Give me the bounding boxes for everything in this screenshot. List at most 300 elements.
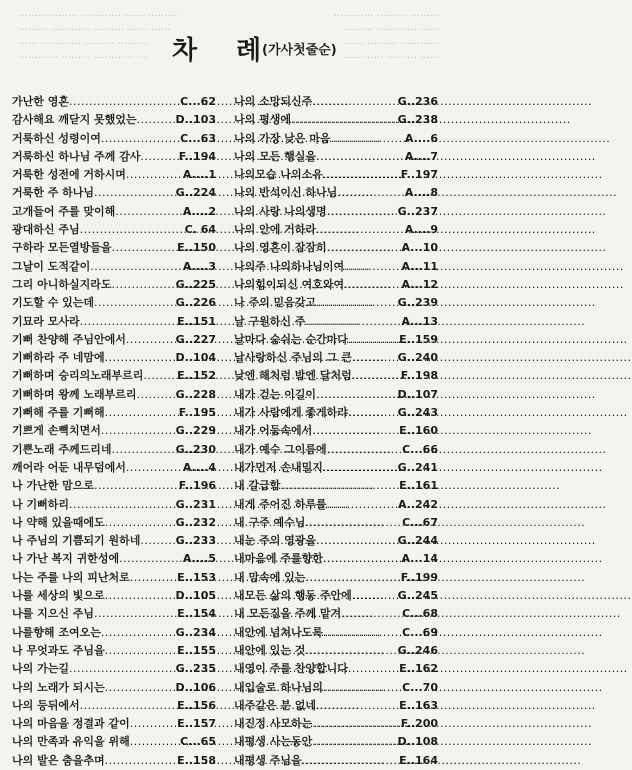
index-entry [12,569,216,587]
dot-leader [348,331,399,349]
entry-page-ref: E..157 [177,717,216,731]
entry-page-ref: E..155 [177,643,216,657]
dot-leader [327,239,402,257]
dot-leader [312,733,397,751]
dot-leader [130,733,180,751]
dot-leader [130,569,177,587]
entry-title: 깨어라 어둔 내무덤에서 [12,460,126,474]
entry-title: 내영이 주를 찬양합니다 [234,662,348,676]
index-entry [12,679,216,697]
entry-title: 기쁘게 손뼉치면서 [12,424,101,438]
entry-page-ref: E..163 [399,698,438,712]
entry-page-ref: A....3 [182,259,216,273]
entry-page-ref: F..197 [400,168,438,182]
entry-title: 나 주님의 기쁨되기 원하네 [12,534,141,548]
dot-leader [126,331,176,349]
dot-leader [352,349,398,367]
entry-page-ref: G..226 [175,296,216,310]
index-entry [12,148,216,166]
index-entry [234,733,438,751]
index-entry [12,550,216,568]
entry-title: 나 무엇과도 주님을 [12,643,105,657]
index-entry [12,349,216,367]
entry-page-ref: A...14 [401,552,438,566]
dot-leader [126,166,183,184]
entry-page-ref: E..156 [177,698,216,712]
entry-page-ref: G..243 [397,406,438,420]
entry-page-ref: G..244 [397,534,438,548]
index-entry [234,93,438,111]
index-entry [12,477,216,495]
entry-title: 거룩하신 하나님 주께 감사 [12,149,141,163]
index-entry [234,404,438,422]
entry-page-ref: A....6 [404,131,438,145]
entry-page-ref: F..198 [400,369,438,383]
dot-leader [69,93,180,111]
index-entry [234,514,438,532]
index-entry [12,258,216,276]
index-entry [12,532,216,550]
entry-page-ref: A....9 [404,223,438,237]
entry-page-ref: G..236 [397,95,438,108]
dot-leader [111,239,177,257]
index-entry [12,459,216,477]
entry-page-ref: E..162 [399,662,438,676]
entry-page-ref: G..225 [175,277,216,291]
dot-leader [344,276,401,294]
dot-leader [344,258,401,276]
title-subtitle: (가사첫줄순) [262,43,337,58]
entry-title: 내게 주어진 하루를 [234,497,327,511]
entry-title: 날사랑하신 주님의 그 큰 [234,351,352,365]
entry-title: 기뻐해 주를 기뻐해 [12,406,105,420]
dot-leader [94,294,176,312]
entry-page-ref: F..200 [400,717,438,731]
index-entry [12,605,216,623]
index-entry [12,752,216,770]
entry-title: 광대하신 주님 [12,223,80,237]
dot-leader [327,203,398,221]
index-entry [234,550,438,568]
entry-page-ref: C...67 [402,515,438,529]
entry-title: 나의 가장 낮은 마음 [234,131,331,145]
dot-leader [137,111,176,129]
index-entry [234,367,438,385]
dot-leader [337,184,405,202]
entry-page-ref: G..245 [397,589,438,603]
entry-title: 나를 지으신 주님 [12,607,95,621]
entry-page-ref: A..242 [397,497,438,511]
index-entry [12,587,216,605]
dot-leader [348,660,399,678]
entry-page-ref: G..238 [397,113,438,127]
index-entry [234,752,438,770]
dot-leader [111,441,175,459]
dot-leader [302,752,400,770]
dot-leader [305,642,397,660]
bleed-through-text: ……………… ………… …… ……… ……… ………… ……… …… …… …… ………… ……… ……… ………… ……… ………… … ………… ……… ……… ……… ………… …… …… ……… ………… ………… ……… …… [18,8,440,61]
entry-page-ref: C...66 [402,442,438,456]
entry-page-ref: A...11 [401,259,438,273]
dot-leader [101,130,180,148]
entry-page-ref: C...70 [402,680,438,694]
entry-page-ref: D..108 [397,735,438,749]
dot-leader [80,697,178,715]
index-entry [12,313,216,331]
dot-leader [305,569,400,587]
index-entry [234,294,438,312]
index-entry [234,386,438,404]
index-entry [234,276,438,294]
entry-title: 나 주의 믿음갖고 [234,296,317,310]
dot-leader [327,441,402,459]
dot-leader [119,550,183,568]
entry-page-ref: C. 64 [184,223,216,237]
entry-title: 기도할 수 있는데 [12,296,95,310]
index-entry [12,111,216,129]
entry-title: 나의 등뒤에서 [12,698,80,712]
index-entry [12,404,216,422]
index-entry [234,569,438,587]
entry-page-ref: C...63 [180,131,216,145]
entry-page-ref: G..231 [175,497,216,511]
index-entry [12,660,216,678]
dot-leader [105,752,177,770]
index-entry [234,587,438,605]
entry-page-ref: D..105 [175,589,216,603]
index-entry [12,367,216,385]
entry-title: 나의 반석이신 하나님 [234,186,338,200]
index-entry [12,697,216,715]
entry-page-ref: D..103 [175,113,216,127]
entry-title: 나는 주를 나의 피난처로 [12,570,130,584]
entry-page-ref: G..233 [175,534,216,548]
index-entry [234,258,438,276]
entry-page-ref: F..196 [178,479,216,493]
entry-page-ref: E..153 [177,570,216,584]
entry-title: 기뻐하며 왕께 노래부르리 [12,387,137,401]
entry-title: 구하라 모든열방들을 [12,241,112,255]
index-entry [234,130,438,148]
entry-title: 내안에 넘쳐나도록 [234,625,323,639]
entry-title: 가난한 영혼 [12,95,69,108]
entry-title: 내 맘속에 있는 [234,570,306,584]
dot-leader [94,184,176,202]
entry-title: 내눈 주의 영광을 [234,534,317,548]
dot-leader [105,642,177,660]
dot-leader [130,715,177,733]
entry-page-ref: G..246 [397,643,438,657]
entry-page-ref: E..158 [177,753,216,767]
entry-page-ref: A....8 [404,186,438,200]
dot-leader [323,459,398,477]
dot-leader [352,367,401,385]
dot-leader [105,679,176,697]
entry-page-ref: A...12 [401,277,438,291]
index-entry [234,532,438,550]
index-entry [12,514,216,532]
entry-title: 내진정 사모하는 [234,717,313,731]
entry-page-ref: E..154 [177,607,216,621]
dot-leader [323,166,401,184]
index-entry [234,660,438,678]
index-entry [234,148,438,166]
entry-title: 나의모습 나의소유 [234,168,323,182]
index-column-left [12,93,216,770]
dot-leader [316,221,405,239]
entry-page-ref: D..107 [397,387,438,401]
entry-title: 나의 마음을 정결과 같이 [12,717,130,731]
entry-page-ref: G..234 [175,625,216,639]
index-entry [234,496,438,514]
dot-leader [352,587,398,605]
entry-page-ref: E..160 [399,424,438,438]
index-entry [234,203,438,221]
index-entry [12,386,216,404]
index-entry [234,605,438,623]
entry-title: 나의 가는길 [12,662,69,676]
entry-title: 거룩하신 성령이여 [12,131,101,145]
entry-title: 기묘라 모사라 [12,314,80,328]
entry-page-ref: G..230 [175,442,216,456]
dot-leader [69,660,176,678]
entry-title: 내 구주 예수님 [234,515,306,529]
dot-leader [316,148,405,166]
dot-leader [105,587,176,605]
entry-title: 감사해요 깨닫지 못했었는 [12,113,137,127]
dot-leader [140,148,178,166]
dot-leader [140,532,175,550]
index-entry [12,624,216,642]
dot-leader [291,111,398,129]
entry-title: 낮엔 해처럼 밤엔 달처럼 [234,369,352,383]
dot-leader [94,605,177,623]
index-entry [12,642,216,660]
dot-leader [101,422,176,440]
entry-page-ref: E..151 [177,314,216,328]
entry-page-ref: A...10 [401,241,438,255]
index-entry [12,733,216,751]
dot-leader [348,404,398,422]
entry-page-ref: C...65 [180,735,216,749]
index-entry [12,239,216,257]
dot-leader [94,477,179,495]
index-entry [12,496,216,514]
index-entry [12,715,216,733]
entry-title: 나 기뻐하리 [12,497,69,511]
dot-leader [105,514,176,532]
entry-title: 내모든 삶의 행동 주안에 [234,589,352,603]
index-entry [234,441,438,459]
entry-title: 나의주 나의하나님이여 [234,259,345,273]
dot-leader [312,93,397,111]
index-entry [12,331,216,349]
index-entry [234,111,438,129]
dot-leader [331,130,405,148]
index-entry [12,203,216,221]
dot-leader [341,605,402,623]
entry-page-ref: G..240 [397,351,438,365]
entry-title: 거룩한 주 하나님 [12,186,95,200]
entry-page-ref: G..229 [175,424,216,438]
entry-page-ref: F..195 [178,406,216,420]
entry-title: 내가 사람에게 좋게하랴 [234,406,348,420]
index-entry [12,184,216,202]
dot-leader [280,477,399,495]
entry-title: 그날이 도적같이 [12,259,91,273]
dot-leader [323,550,402,568]
entry-title: 기뻐하라 주 네맘에 [12,351,105,365]
index-entry [234,624,438,642]
entry-title: 내마음에 주를향한 [234,552,323,566]
dot-leader [312,715,401,733]
entry-title: 내가 어둠속에서 [234,424,313,438]
entry-title: 내가먼저 손내밀지 [234,460,323,474]
entry-title: 날 구원하신 주 [234,314,306,328]
entry-title: 기뻐 찬양해 주님안에서 [12,332,126,346]
entry-title: 나의 사랑 나의생명 [234,204,327,218]
entry-page-ref: E..164 [399,753,438,767]
entry-page-ref: G..237 [397,204,438,218]
dot-leader [90,258,183,276]
entry-title: 내입술로 하나님의 [234,680,323,694]
entry-title: 나를향해 조여오는 [12,625,101,639]
entry-title: 나의 영혼이 잠잠히 [234,241,327,255]
entry-page-ref: D..104 [175,351,216,365]
dot-leader [69,496,176,514]
entry-title: 나의힘이되신 여호와여 [234,277,345,291]
dot-leader [105,404,179,422]
entry-title: 나의 평생에 [234,113,291,127]
entry-title: 내가 예수 그이름에 [234,442,327,456]
index-entry [234,477,438,495]
dot-leader [137,386,176,404]
entry-page-ref: G..232 [175,515,216,529]
entry-page-ref: E..161 [399,479,438,493]
entry-title: 내안에 있는 것 [234,643,306,657]
dot-leader [316,294,398,312]
dot-leader [126,459,183,477]
dot-leader [323,679,402,697]
index-entry [234,221,438,239]
entry-page-ref: G..224 [175,186,216,200]
entry-page-ref: G..235 [175,662,216,676]
page-title [0,30,450,70]
index-entry [234,459,438,477]
entry-title: 내가 걷는 이길이 [234,387,317,401]
entry-page-ref: A....7 [404,149,438,163]
entry-title: 나의 모든 행실을 [234,149,317,163]
index-entry [234,331,438,349]
title-char-1: 차 [172,36,200,66]
entry-title: 고개들어 주를 맞이해 [12,204,116,218]
index-entry [234,239,438,257]
entry-title: 그리 아니하실지라도 [12,277,112,291]
dot-leader [101,624,176,642]
index-entry [12,130,216,148]
entry-title: 나의 만족과 유익을 위해 [12,735,130,749]
entry-title: 기쁜노래 주께드리네 [12,442,112,456]
index-entry [234,642,438,660]
dot-leader [80,221,185,239]
dot-leader [327,496,398,514]
entry-page-ref: G..239 [397,296,438,310]
index-entry [234,349,438,367]
entry-page-ref: A....4 [182,460,216,474]
index-entry [234,184,438,202]
entry-page-ref: E..159 [399,332,438,346]
dot-leader [111,276,175,294]
entry-title: 나의 안에 거하라 [234,223,317,237]
entry-title: 나의 소망되신주 [234,95,313,108]
entry-page-ref: E..152 [177,369,216,383]
index-entry [234,166,438,184]
index-entry [12,221,216,239]
entry-title: 나 가난한 맘으로 [12,479,95,493]
entry-page-ref: C...69 [402,625,438,639]
entry-page-ref: D..106 [175,680,216,694]
entry-title: 나를 세상의 빛으로 [12,589,105,603]
index-entry [12,276,216,294]
entry-title: 내 갈급함 [234,479,281,493]
index-entry [234,715,438,733]
entry-page-ref: F..194 [178,149,216,163]
entry-page-ref: A....5 [182,552,216,566]
entry-title: 날마다 숨쉬는 순간마다 [234,332,348,346]
entry-page-ref: A...13 [401,314,438,328]
entry-title: 나의 발은 춤을추며 [12,753,105,767]
index-entry [12,166,216,184]
index-entry [234,422,438,440]
entry-title: 나 약해 있을때에도 [12,515,105,529]
entry-title: 내 모든짐을 주께 맡겨 [234,607,342,621]
entry-page-ref: G..228 [175,387,216,401]
entry-page-ref: E..150 [177,241,216,255]
entry-page-ref: A....2 [182,204,216,218]
index-entry [12,93,216,111]
entry-page-ref: C...68 [402,607,438,621]
dot-leader [80,313,178,331]
entry-title: 기뻐하며 승리의노래부르리 [12,369,144,383]
entry-page-ref: G..227 [175,332,216,346]
dot-leader [105,349,176,367]
dot-leader [316,697,399,715]
dot-leader [305,313,401,331]
index-entry [234,313,438,331]
entry-page-ref: F..199 [400,570,438,584]
entry-title: 내주같은 분 없네 [234,698,317,712]
entry-title: 내평생 주님을 [234,753,302,767]
title-char-2: 례 [236,36,262,66]
dot-leader [312,422,399,440]
entry-page-ref: A....1 [182,168,216,182]
entry-title: 나의 노래가 되시는 [12,680,105,694]
entry-page-ref: C...62 [180,95,216,108]
index-entry [12,441,216,459]
dot-leader [143,367,177,385]
index-entry [12,422,216,440]
entry-page-ref: G..241 [397,460,438,474]
entry-title: 거룩한 성전에 거하시며 [12,168,126,182]
entry-title: 나 가난 복지 귀한성에 [12,552,120,566]
entry-title: 내평생 사는동안 [234,735,313,749]
index-entry [12,294,216,312]
dot-leader [323,624,402,642]
index-entry [234,679,438,697]
dot-leader [316,532,398,550]
dot-leader [316,386,398,404]
index-column-right [234,93,438,770]
